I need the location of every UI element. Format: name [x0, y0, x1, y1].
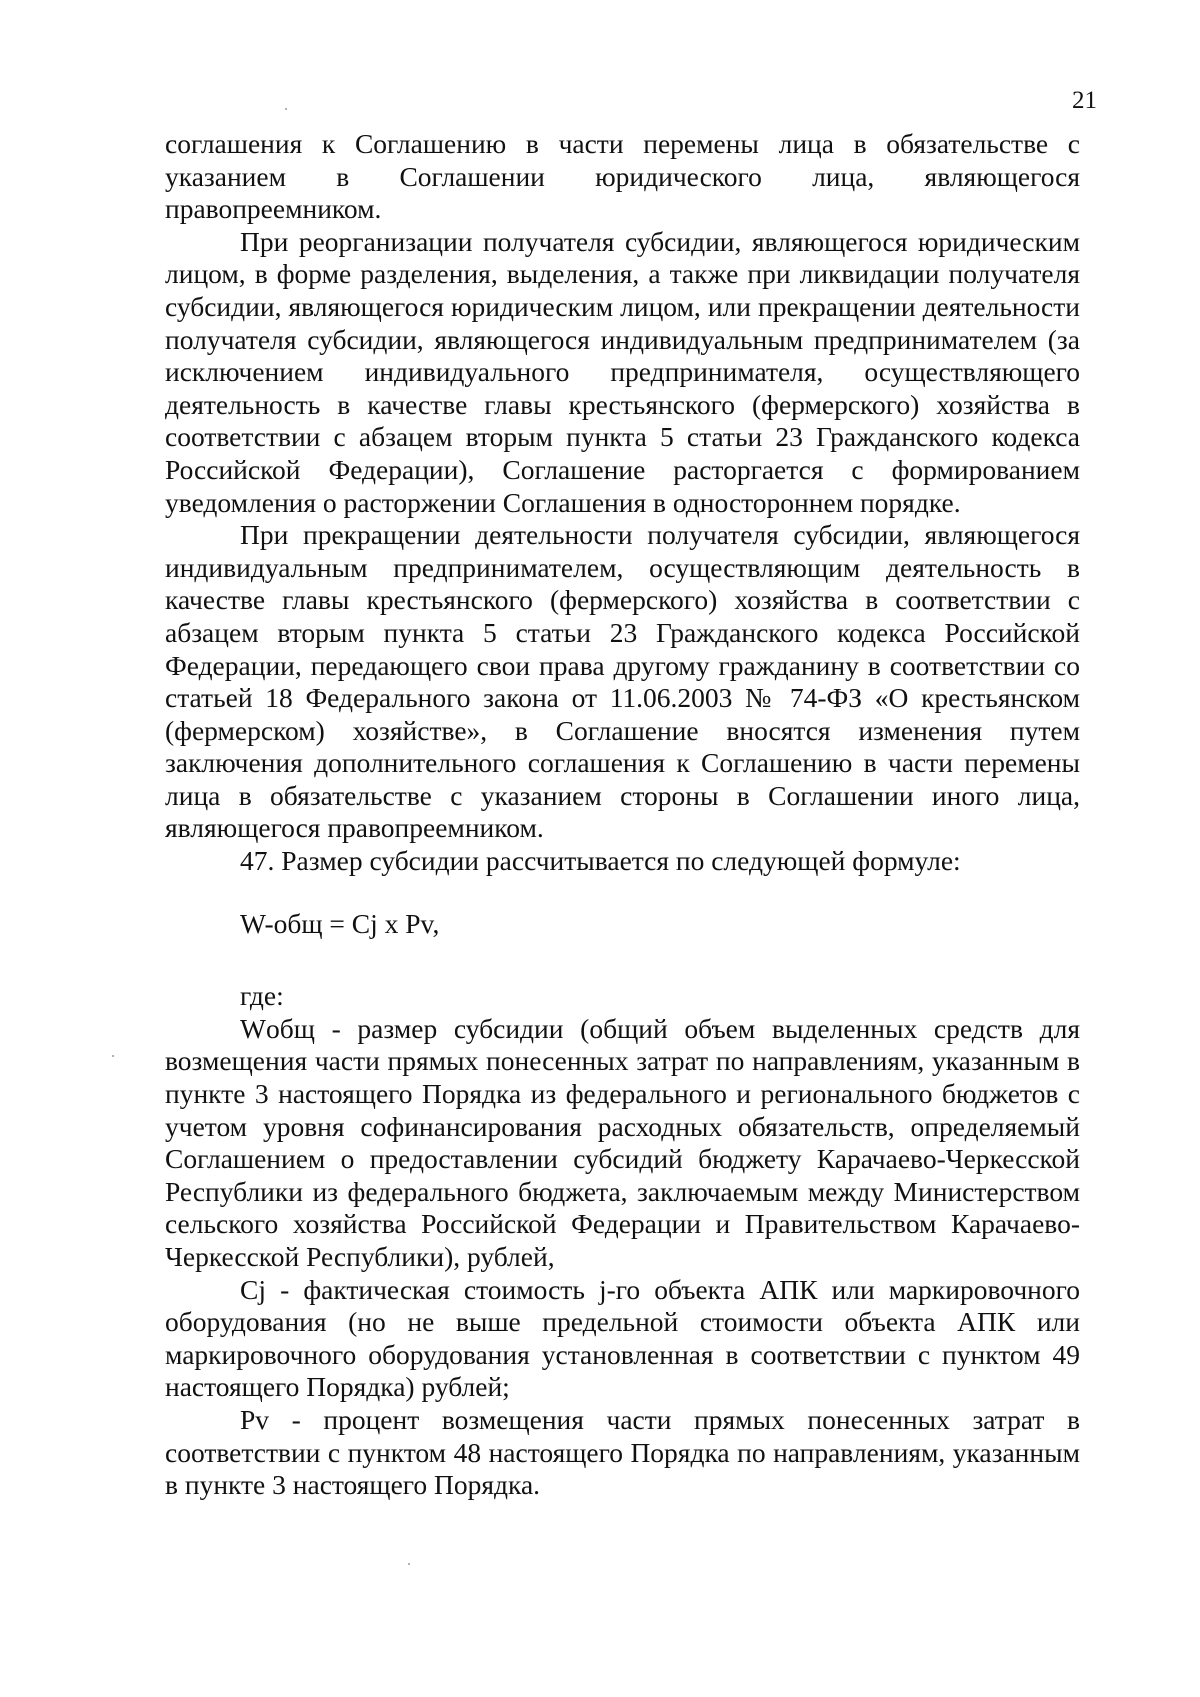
paragraph-item-47: 47. Размер субсидии рассчитывается по следующей формуле:	[240, 845, 961, 877]
paragraph-termination: При прекращении деятельности получателя субсидии, являющегося индивидуальным предпринимателем, осуществляющим деятельность в качестве главы крестьянского (фермерского) хозяйства в соответствии с абзацем вторым пункта 5 статьи 23 Гражданского кодекса Российской Федерации, передающего свои права другому гражданину в соответствии со статьей 18 Федерального закона от 11.06.2003 № 74-ФЗ «О крестьянском (фермерском) хозяйстве», в Соглашение вносятся изменения путем заключения дополнительного соглашения к Соглашению в части перемены лица в обязательстве с указанием стороны в Соглашении иного лица, являющегося правопреемником.	[165, 519, 1080, 844]
page-number: 21	[1072, 87, 1097, 114]
scan-speck	[285, 108, 287, 110]
definition-w-total: Wобщ - размер субсидии (общий объем выделенных средств для возмещения части прямых понесенных затрат по направлениям, указанным в пункте 3 настоящего Порядка из федерального и регионального бюджетов с учетом уровня софинансирования расходных обязательств, определяемый Соглашением о предоставлении субсидий бюджету Карачаево-Черкесской Республики из федерального бюджета, заключаемым между Министерством сельского хозяйства Российской Федерации и Правительством Карачаево-Черкесской Республики), рублей,	[165, 1012, 1080, 1272]
scan-speck	[112, 1055, 114, 1057]
definition-cj: Cj - фактическая стоимость j-го объекта АПК или маркировочного оборудования (но не выше предельной стоимости объекта АПК или маркировочного оборудования установленная в соответствии с пунктом 49 настоящего Порядка) рублей;	[165, 1273, 1080, 1403]
formula-where-label: где:	[240, 980, 284, 1012]
paragraph-continuation: соглашения к Соглашению в части перемены лица в обязательстве с указанием в Соглашении юридического лица, являющегося правопреемником.	[165, 128, 1080, 225]
scan-speck	[408, 1563, 410, 1565]
subsidy-formula: W-общ = Cj x Pv,	[240, 907, 440, 939]
paragraph-reorganization: При реорганизации получателя субсидии, являющегося юридическим лицом, в форме разделения, выделения, а также при ликвидации получателя субсидии, являющегося юридическим лицом, или прекращении деятельности получателя субсидии, являющегося индивидуальным предпринимателем (за исключением индивидуального предпринимателя, осуществляющего деятельность в качестве главы крестьянского (фермерского) хозяйства в соответствии с абзацем вторым пункта 5 статьи 23 Гражданского кодекса Российской Федерации), Соглашение расторгается с формированием уведомления о расторжении Соглашения в одностороннем порядке.	[165, 225, 1080, 518]
document-body	[165, 128, 1080, 1502]
definition-pv: Pv - процент возмещения части прямых понесенных затрат в соответствии с пунктом 48 настоящего Порядка по направлениям, указанным в пункте 3 настоящего Порядка.	[165, 1403, 1080, 1501]
